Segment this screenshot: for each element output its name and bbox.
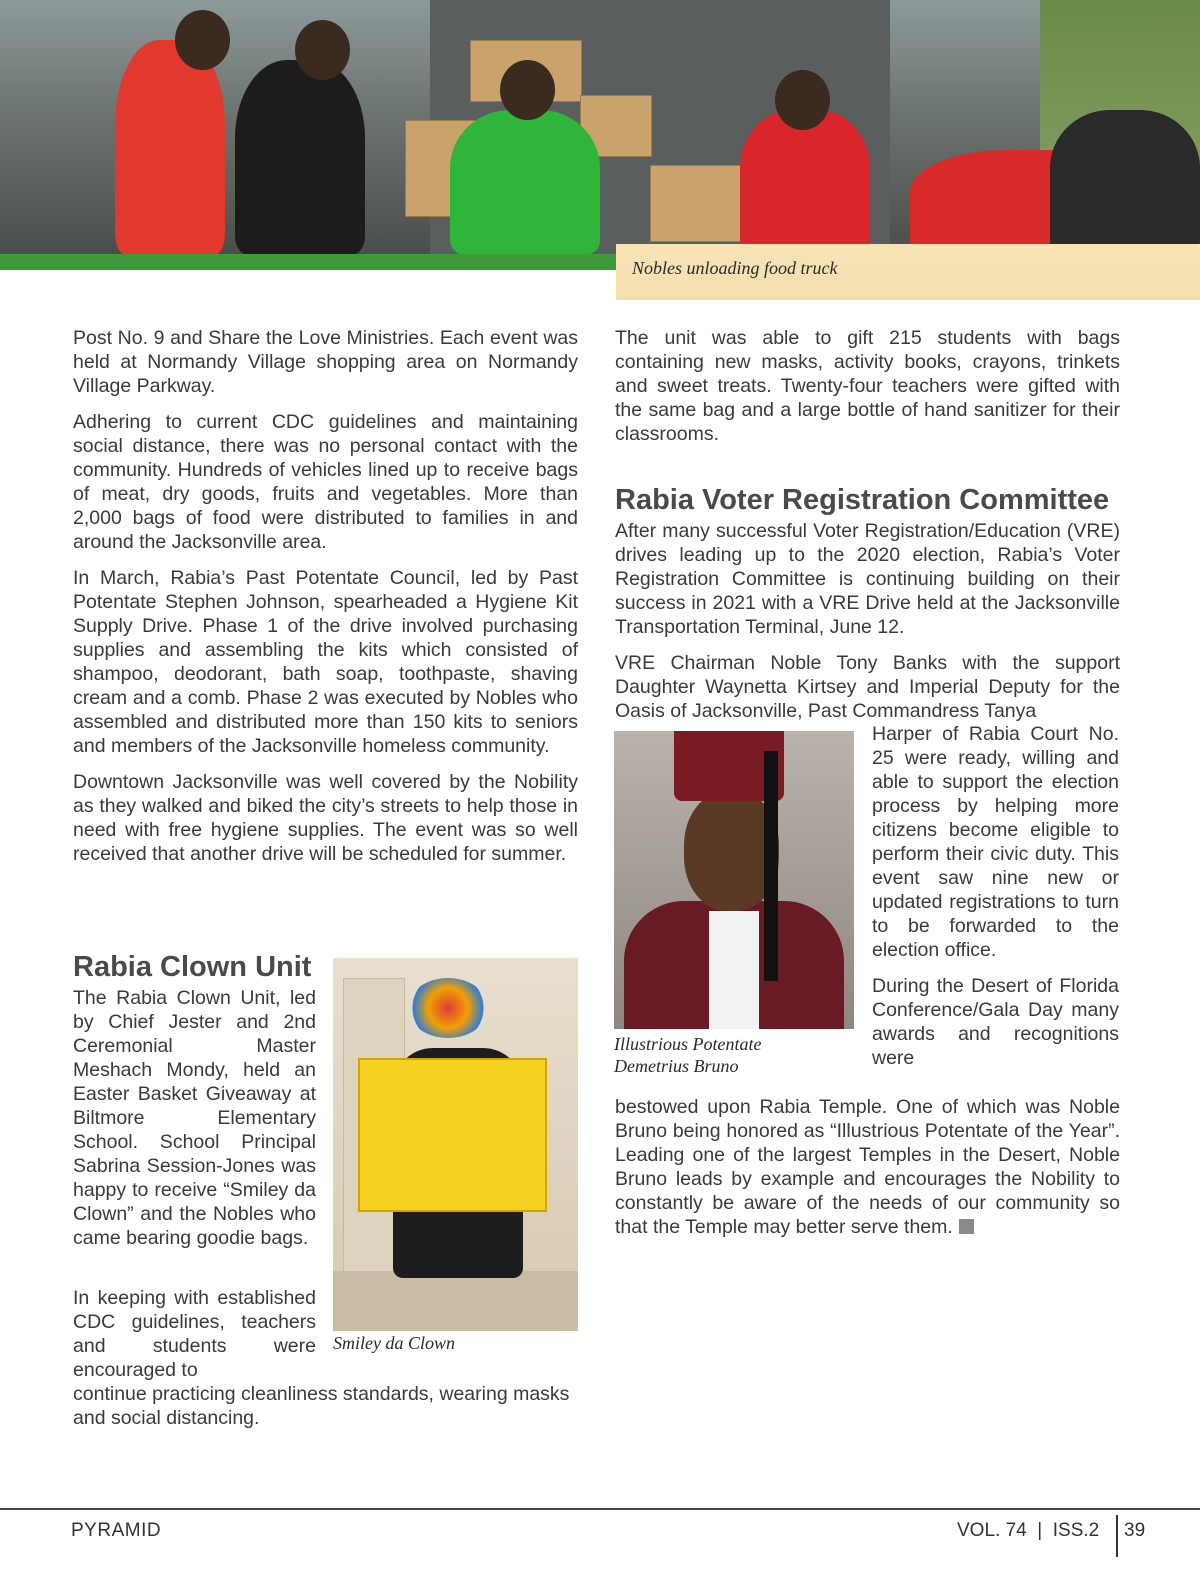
top-photo-caption: Nobles unloading food truck <box>632 258 838 278</box>
person-dark-shirt <box>1050 110 1200 255</box>
vre-closing <box>615 1095 1120 1239</box>
clown-unit-text <box>73 986 316 1262</box>
food-truck-photo <box>0 0 1200 255</box>
paragraph: Adhering to current CDC guidelines and maintaining social distance, there was no personal contact with the community. Hundreds of vehicles lined up to receive bags of meat, dry goods, fruits and vegetables. More than 2,000 bags of food were distributed to families in and around the Jacksonville area. <box>73 411 578 553</box>
tassel <box>764 751 778 981</box>
left-column <box>73 326 578 878</box>
head <box>500 60 555 120</box>
shirt <box>709 911 759 1029</box>
paragraph: In March, Rabia’s Past Potentate Council, led by Past Potentate Stephen Johnson, spearheaded a Hygiene Kit Supply Drive. Phase 1 of the drive involved purchasing supplies and assembling the kits which consisted of shampoo, deodorant, bath soap, toothpaste, shaving cream and a comb. Phase 2 was executed by Nobles who assembled and distributed more than 150 kits to seniors and members of the Jacksonville homeless community. <box>73 567 578 757</box>
head <box>175 10 230 70</box>
head <box>775 70 830 130</box>
paragraph: The Rabia Clown Unit, led by Chief Jester and 2nd Ceremonial Master Meshach Mondy, held an Easter Basket Giveaway at Biltmore Elementary School. School Principal Sabrina Session-Jones was happy to receive “Smiley da Clown” and the Nobles who came bearing goodie bags. <box>73 987 316 1249</box>
paragraph: Downtown Jacksonville was well covered by the Nobility as they walked and biked the city’s streets to help those in need with free hygiene supplies. The event was so well received that another drive will be scheduled for summer. <box>73 771 578 865</box>
demetrius-bruno-photo <box>614 731 854 1029</box>
issue-label: VOL. 74 | ISS.2 <box>957 1520 1100 1541</box>
paragraph-full: continue practicing cleanliness standards, wearing masks and social distancing. <box>73 1383 570 1429</box>
person-red-jacket <box>740 110 870 255</box>
caption-line: Illustrious Potentate <box>614 1034 762 1054</box>
publication-name: PYRAMID <box>71 1520 162 1541</box>
floor <box>333 1271 578 1331</box>
paragraph: VRE Chairman Noble Tony Banks with the support Daughter Waynetta Kirtsey and Imperial Deputy for the Oasis of Jacksonville, Past Commandress Tanya <box>615 652 1120 722</box>
vre-wrap-text <box>872 722 1119 1070</box>
end-mark-icon <box>959 1219 974 1234</box>
paragraph: Harper of Rabia Court No. 25 were ready, willing and able to support the election process by helping more citizens become eligible to perform their civic duty. This event saw nine new or updated registrations to turn to be forwarded to the election office. <box>872 723 1119 961</box>
top-photo-caption-box <box>616 244 1200 300</box>
head <box>295 20 350 80</box>
smiley-da-clown-photo <box>333 958 578 1331</box>
clown-unit-heading: Rabia Clown Unit <box>73 951 312 983</box>
paragraph: The unit was able to gift 215 students with bags containing new masks, activity books, crayons, trinkets and sweet treats. Twenty-four teachers were gifted with the same bag and a large bottle of hand sanitizer for their classrooms. <box>615 327 1120 445</box>
person-green-jacket <box>450 110 600 255</box>
footer-separator <box>1116 1515 1118 1557</box>
caption-line: Demetrius Bruno <box>614 1056 739 1076</box>
paragraph: After many successful Voter Registration/Education (VRE) drives leading up to the 2020 election, Rabia’s Voter Registration Committee is continuing building on their success in 2021 with a VRE Drive held at the Jacksonville Transportation Terminal, June 12. <box>615 520 1120 638</box>
easter-sign <box>358 1058 547 1212</box>
paragraph-narrow: In keeping with established CDC guidelines, teachers and students were encouraged to <box>73 1287 316 1381</box>
paragraph: During the Desert of Florida Conference/Gala Day many awards and recognitions were <box>872 975 1119 1069</box>
clown-photo-caption: Smiley da Clown <box>333 1333 455 1353</box>
page-number: 39 <box>1124 1520 1146 1541</box>
bruno-photo-caption <box>614 1033 854 1077</box>
green-accent-bar <box>0 254 616 270</box>
person-red-shirt <box>115 40 225 255</box>
paragraph: bestowed upon Rabia Temple. One of which was Noble Bruno being honored as “Illustrious Potentate of the Year”. Leading one of the largest Temples in the Desert, Noble Bruno leads by example and encourages the Nobility to constantly be aware of the needs of our community so that the Temple may better serve them. <box>615 1096 1120 1238</box>
paragraph: Post No. 9 and Share the Love Ministries. Each event was held at Normandy Village shopping area on Normandy Village Parkway. <box>73 327 578 397</box>
right-column <box>615 326 1120 458</box>
vre-heading: Rabia Voter Registration Committee <box>615 484 1110 516</box>
footer-rule <box>0 1508 1200 1510</box>
person-black-jacket <box>235 60 365 255</box>
clown-wig <box>408 978 488 1038</box>
vre-text <box>615 519 1120 723</box>
